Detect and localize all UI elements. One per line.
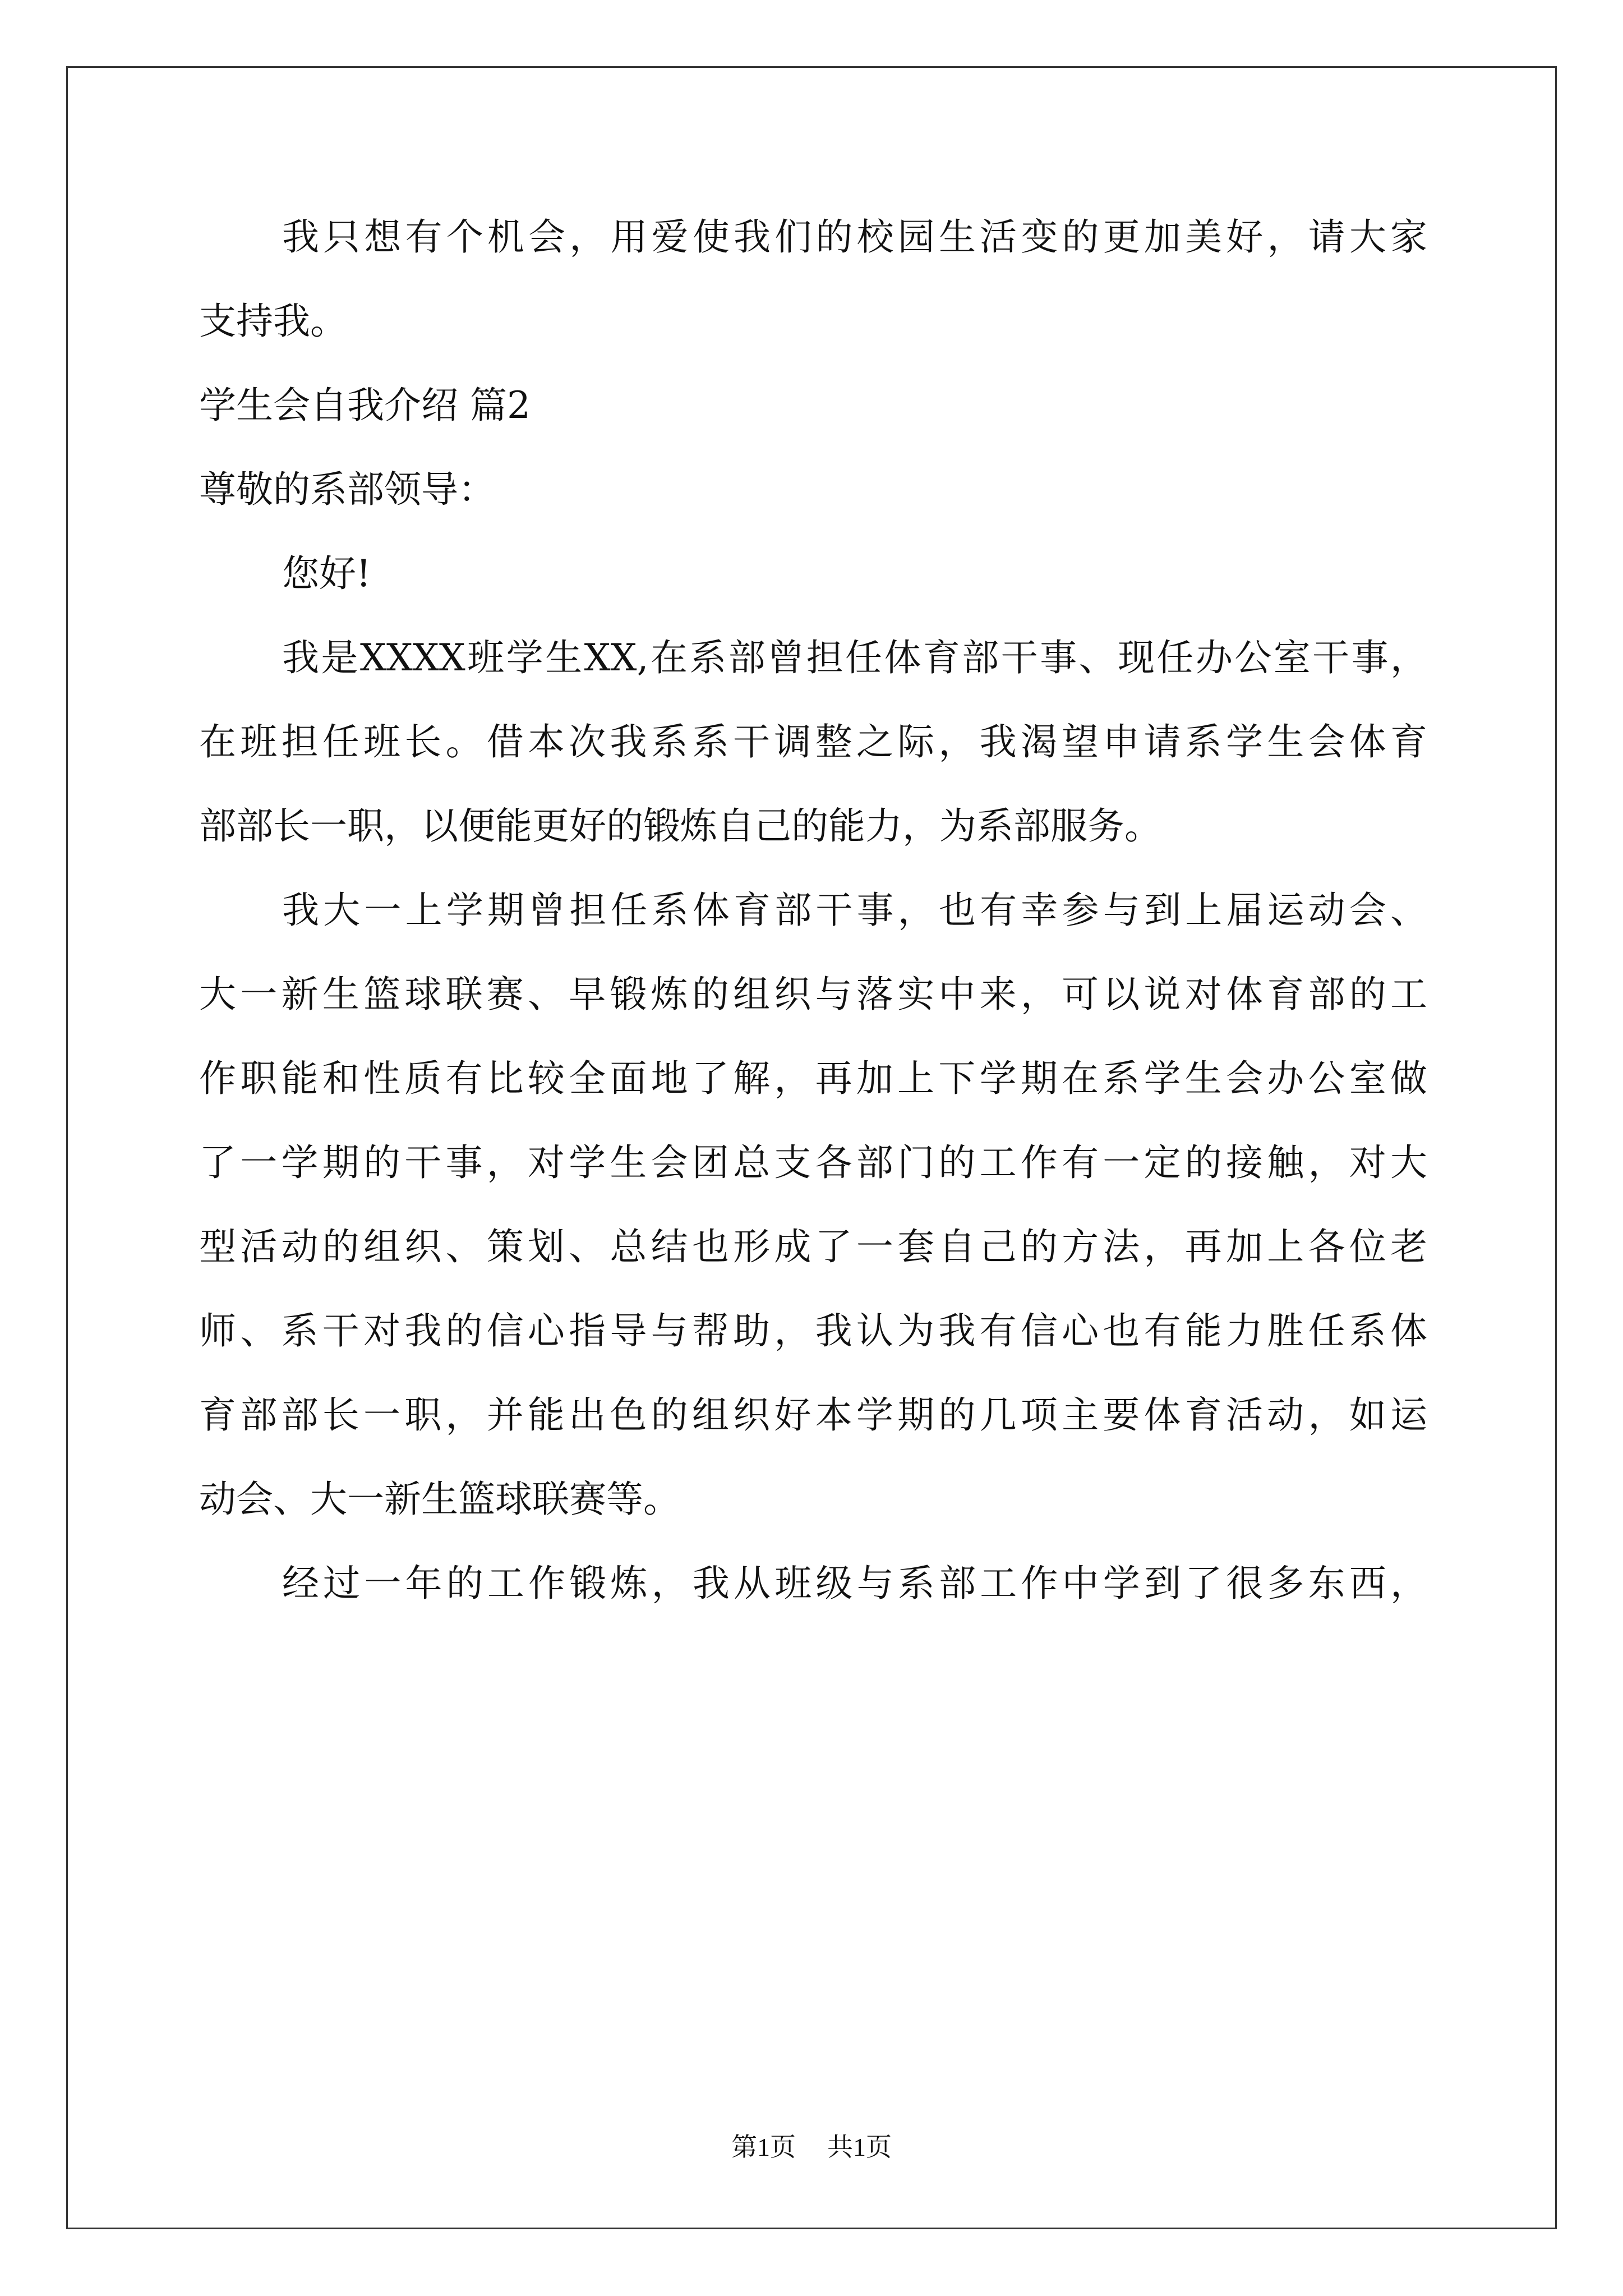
paragraph-line: 我是XXXX班学生XX,在系部曾担任体育部干事、现任办公室干事， — [282, 636, 1427, 679]
greeting: 您好! — [282, 552, 371, 595]
paragraph-line: 部部长一职，以便能更好的锻炼自己的能力，为系部服务。 — [199, 804, 1161, 848]
paragraph-line: 作职能和性质有比较全面地了解，再加上下学期在系学生会办公室做 — [199, 1057, 1427, 1100]
paragraph-line: 了一学期的干事，对学生会团总支各部门的工作有一定的接触，对大 — [199, 1141, 1427, 1184]
paragraph-line: 大一新生篮球联赛、早锻炼的组织与落实中来，可以说对体育部的工 — [199, 973, 1427, 1016]
salutation: 尊敬的系部领导： — [199, 468, 495, 511]
paragraph-line: 经过一年的工作锻炼，我从班级与系部工作中学到了很多东西， — [282, 1562, 1427, 1605]
paragraph-line: 师、系干对我的信心指导与帮助，我认为我有信心也有能力胜任系体 — [199, 1309, 1427, 1352]
paragraph-line: 动会、大一新生篮球联赛等。 — [199, 1478, 680, 1521]
paragraph-line: 我只想有个机会，用爱使我们的校园生活变的更加美好，请大家 — [282, 215, 1427, 259]
page-total: 共1页 — [827, 2133, 892, 2161]
paragraph-line: 在班担任班长。借本次我系系干调整之际，我渴望申请系学生会体育 — [199, 720, 1427, 763]
page-number: 第1页 — [731, 2133, 796, 2161]
paragraph-line: 型活动的组织、策划、总结也形成了一套自己的方法，再加上各位老 — [199, 1225, 1427, 1268]
paragraph-line: 我大一上学期曾担任系体育部干事，也有幸参与到上届运动会、 — [282, 889, 1427, 932]
paragraph-line: 支持我。 — [199, 300, 347, 343]
page-footer — [0, 2134, 1623, 2160]
paragraph-line: 育部部长一职，并能出色的组织好本学期的几项主要体育活动，如运 — [199, 1393, 1427, 1437]
section-heading: 学生会自我介绍 篇2 — [199, 384, 531, 427]
